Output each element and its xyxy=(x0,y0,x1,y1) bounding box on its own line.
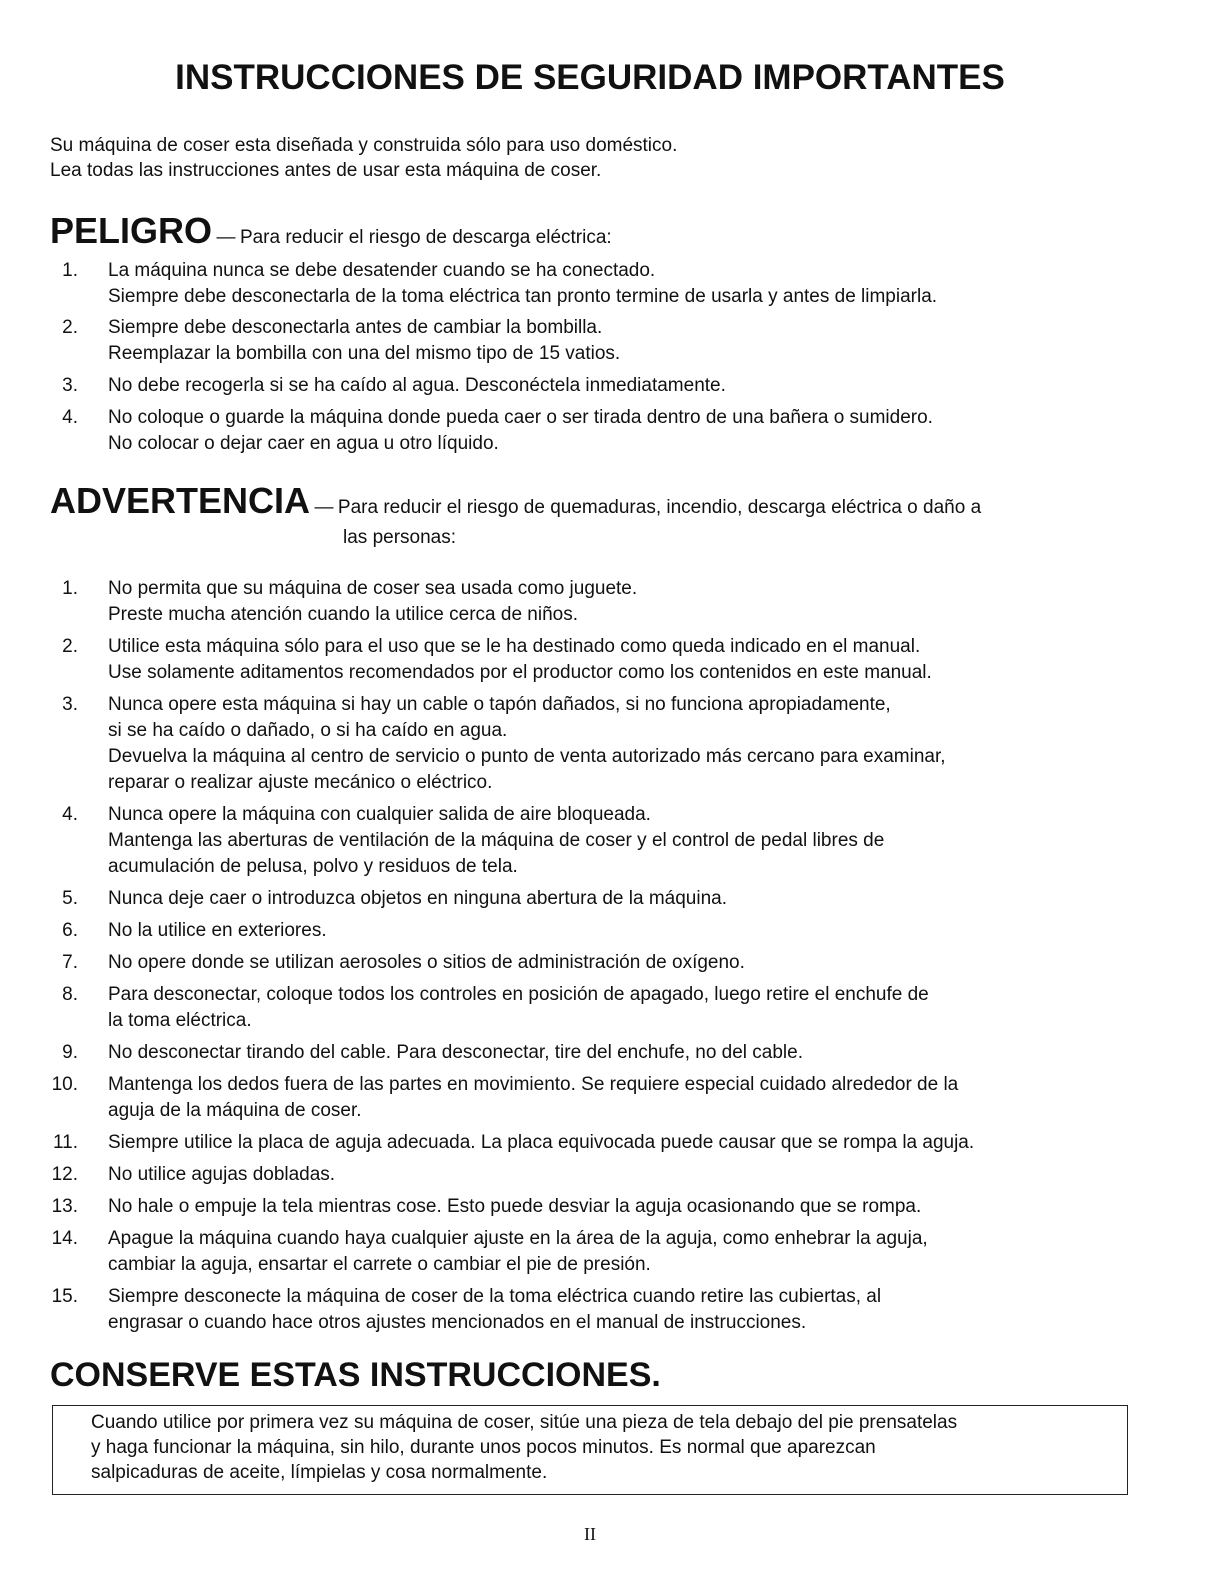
item-text-line: No hale o empuje la tela mientras cose. Esto puede desviar la aguja ocasionando que se rompa. xyxy=(108,1196,922,1217)
page-number: II xyxy=(584,1524,596,1544)
item-text-line: Apague la máquina cuando haya cualquier ajuste en la área de la aguja, como enhebrar la aguja, xyxy=(108,1228,928,1249)
list-item xyxy=(50,1226,1190,1278)
item-number-label: 12. xyxy=(51,1164,78,1185)
item-text xyxy=(108,692,1190,796)
list-item xyxy=(50,1130,1190,1156)
list-item xyxy=(50,373,1190,399)
list-item xyxy=(50,1194,1190,1220)
item-text-line: acumulación de pelusa, polvo y residuos de tela. xyxy=(108,856,518,877)
item-number xyxy=(50,692,108,796)
list-item xyxy=(50,576,1190,628)
item-text-line: No debe recogerla si se ha caído al agua. Desconéctela inmediatamente. xyxy=(108,375,726,396)
item-text-line: Nunca opere esta máquina si hay un cable o tapón dañados, si no funciona apropiadamente, xyxy=(108,694,891,715)
conserve-heading: CONSERVE ESTAS INSTRUCCIONES. xyxy=(50,1356,661,1394)
item-text-line: aguja de la máquina de coser. xyxy=(108,1100,362,1121)
note-box xyxy=(52,1405,1128,1495)
item-text-line: la toma eléctrica. xyxy=(108,1010,252,1031)
list-item xyxy=(50,886,1190,912)
item-text xyxy=(108,373,1190,399)
item-text-line: cambiar la aguja, ensartar el carrete o cambiar el pie de presión. xyxy=(108,1254,651,1275)
item-number-label: 13. xyxy=(51,1196,78,1217)
list-item xyxy=(50,692,1190,796)
item-number-label: 1. xyxy=(62,260,78,281)
item-text-line: No permita que su máquina de coser sea usada como juguete. xyxy=(108,578,638,599)
item-text-line: La máquina nunca se debe desatender cuando se ha conectado. xyxy=(108,260,656,281)
item-number xyxy=(50,405,108,457)
item-text-line: Reemplazar la bombilla con una del mismo tipo de 15 vatios. xyxy=(108,343,621,364)
item-text-line: si se ha caído o dañado, o si ha caído en agua. xyxy=(108,720,508,741)
item-number xyxy=(50,634,108,686)
list-item xyxy=(50,634,1190,686)
list-item xyxy=(50,405,1190,457)
advertencia-dash: — xyxy=(314,497,334,518)
item-number-label: 4. xyxy=(62,804,78,825)
advertencia-subtitle: Para reducir el riesgo de quemaduras, incendio, descarga eléctrica o daño a xyxy=(337,497,982,518)
item-number xyxy=(50,1072,108,1124)
item-text xyxy=(108,1130,1190,1156)
item-text-line: Utilice esta máquina sólo para el uso que se le ha destinado como queda indicado en el manual. xyxy=(108,636,921,657)
list-item xyxy=(50,918,1190,944)
item-text-line: Mantenga las aberturas de ventilación de la máquina de coser y el control de pedal libres de xyxy=(108,830,885,851)
item-number xyxy=(50,802,108,880)
list-item xyxy=(50,1040,1190,1066)
item-text-line: No colocar o dejar caer en agua u otro líquido. xyxy=(108,433,499,454)
item-number xyxy=(50,1130,108,1156)
intro-line: Lea todas las instrucciones antes de usar esta máquina de coser. xyxy=(50,160,602,181)
item-number-label: 3. xyxy=(62,694,78,715)
peligro-title: PELIGRO xyxy=(50,210,213,251)
item-number-label: 8. xyxy=(62,984,78,1005)
item-text-line: Nunca opere la máquina con cualquier salida de aire bloqueada. xyxy=(108,804,651,825)
item-text xyxy=(108,1194,1190,1220)
item-text-line: No coloque o guarde la máquina donde pueda caer o ser tirada dentro de una bañera o sumidero. xyxy=(108,407,933,428)
note-line: salpicaduras de aceite, límpielas y cosa normalmente. xyxy=(91,1462,548,1483)
item-number xyxy=(50,258,108,310)
item-text xyxy=(108,1040,1190,1066)
page-title: INSTRUCCIONES DE SEGURIDAD IMPORTANTES xyxy=(175,58,1005,97)
peligro-subtitle: Para reducir el riesgo de descarga eléctrica: xyxy=(239,227,612,248)
item-number xyxy=(50,982,108,1034)
item-number-label: 1. xyxy=(62,578,78,599)
item-text-line: No la utilice en exteriores. xyxy=(108,920,327,941)
item-text xyxy=(108,634,1190,686)
item-text-line: Mantenga los dedos fuera de las partes en movimiento. Se requiere especial cuidado alrededor de la xyxy=(108,1074,959,1095)
item-text xyxy=(108,258,1190,310)
item-text-line: Nunca deje caer o introduzca objetos en ninguna abertura de la máquina. xyxy=(108,888,727,909)
item-number xyxy=(50,918,108,944)
list-item xyxy=(50,1284,1190,1336)
item-text-line: Siempre debe desconectarla de la toma eléctrica tan pronto termine de usarla y antes de limpiarla. xyxy=(108,286,938,307)
item-number xyxy=(50,1284,108,1336)
advertencia-heading xyxy=(50,480,981,522)
item-text xyxy=(108,405,1190,457)
list-item xyxy=(50,950,1190,976)
item-text xyxy=(108,886,1190,912)
item-number xyxy=(50,315,108,367)
list-item xyxy=(50,1072,1190,1124)
intro-text xyxy=(50,133,677,183)
list-item xyxy=(50,802,1190,880)
advertencia-subtitle-cont: las personas: xyxy=(343,527,457,548)
item-number xyxy=(50,576,108,628)
item-text-line: Para desconectar, coloque todos los controles en posición de apagado, luego retire el enchufe de xyxy=(108,984,929,1005)
item-text xyxy=(108,1162,1190,1188)
item-number xyxy=(50,1162,108,1188)
item-text-line: Siempre debe desconectarla antes de cambiar la bombilla. xyxy=(108,317,603,338)
item-text-line: No desconectar tirando del cable. Para desconectar, tire del enchufe, no del cable. xyxy=(108,1042,803,1063)
item-text xyxy=(108,802,1190,880)
item-text-line: Preste mucha atención cuando la utilice cerca de niños. xyxy=(108,604,578,625)
note-line: Cuando utilice por primera vez su máquina de coser, sitúe una pieza de tela debajo del pie prensatelas xyxy=(91,1412,958,1433)
list-item xyxy=(50,1162,1190,1188)
item-number-label: 5. xyxy=(62,888,78,909)
item-number xyxy=(50,950,108,976)
item-number-label: 10. xyxy=(51,1074,78,1095)
item-number xyxy=(50,1226,108,1278)
item-number-label: 7. xyxy=(62,952,78,973)
item-number-label: 2. xyxy=(62,317,78,338)
item-text-line: Siempre desconecte la máquina de coser de la toma eléctrica cuando retire las cubiertas, al xyxy=(108,1286,882,1307)
peligro-list xyxy=(50,258,1190,457)
list-item xyxy=(50,982,1190,1034)
advertencia-list xyxy=(50,576,1190,1336)
note-line: y haga funcionar la máquina, sin hilo, durante unos pocos minutos. Es normal que aparezcan xyxy=(91,1437,876,1458)
item-number xyxy=(50,1194,108,1220)
item-text xyxy=(108,576,1190,628)
item-number-label: 6. xyxy=(62,920,78,941)
item-text xyxy=(108,982,1190,1034)
item-text xyxy=(108,315,1190,367)
item-text xyxy=(108,1284,1190,1336)
intro-line: Su máquina de coser esta diseñada y construida sólo para uso doméstico. xyxy=(50,135,678,156)
item-number-label: 4. xyxy=(62,407,78,428)
item-text-line: engrasar o cuando hace otros ajustes mencionados en el manual de instrucciones. xyxy=(108,1312,807,1333)
item-text-line: Devuelva la máquina al centro de servicio o punto de venta autorizado más cercano para examinar, xyxy=(108,746,946,767)
item-number-label: 9. xyxy=(62,1042,78,1063)
item-number-label: 3. xyxy=(62,375,78,396)
item-number xyxy=(50,886,108,912)
item-text-line: Use solamente aditamentos recomendados por el productor como los contenidos en este manual. xyxy=(108,662,932,683)
list-item xyxy=(50,315,1190,367)
item-number-label: 2. xyxy=(62,636,78,657)
list-item xyxy=(50,258,1190,310)
item-number-label: 15. xyxy=(51,1286,78,1307)
advertencia-title: ADVERTENCIA xyxy=(50,480,311,521)
item-text xyxy=(108,918,1190,944)
item-number xyxy=(50,1040,108,1066)
item-number-label: 11. xyxy=(52,1132,78,1153)
item-number-label: 14. xyxy=(51,1228,78,1249)
item-text-line: No utilice agujas dobladas. xyxy=(108,1164,336,1185)
item-text-line: reparar o realizar ajuste mecánico o eléctrico. xyxy=(108,772,493,793)
item-text-line: Siempre utilice la placa de aguja adecuada. La placa equivocada puede causar que se rompa la aguja. xyxy=(108,1132,975,1153)
peligro-dash: — xyxy=(216,227,236,248)
peligro-heading xyxy=(50,210,612,252)
item-number xyxy=(50,373,108,399)
item-text xyxy=(108,1072,1190,1124)
item-text xyxy=(108,1226,1190,1278)
item-text xyxy=(108,950,1190,976)
item-text-line: No opere donde se utilizan aerosoles o sitios de administración de oxígeno. xyxy=(108,952,745,973)
